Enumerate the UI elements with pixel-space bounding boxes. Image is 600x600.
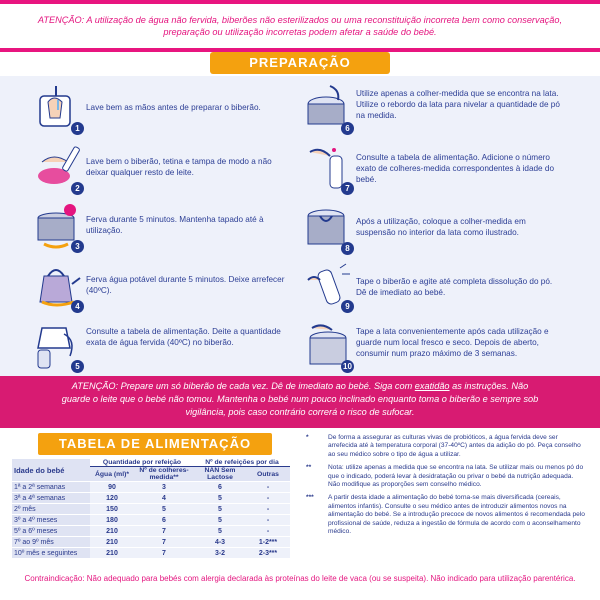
step-8	[270, 200, 562, 258]
step-3-text: Ferva durante 5 minutos. Mantenha tapado até à utilização.	[86, 215, 264, 235]
top-warning-box	[0, 0, 600, 52]
table-row: 5º a 6º meses 210 7 5 -	[12, 526, 290, 537]
step-1-number: 1	[71, 122, 84, 135]
col-nan-header: NAN Sem Lactose	[194, 467, 246, 482]
table-row: 10º mês e seguintes 210 7 3-2 2-3***	[12, 548, 290, 559]
note-3: *** A partir desta idade a alimentação do bebé torna-se mais diversificada (cereais, alimentos infantis). Consulte o seu médico antes de introduzir alimentos novos na alimentação do bebé. Se a introdução precoce de novos alimentos é recomendada pelo profissional de saúde, reduza a ingestão de fórmula de acordo com o aconselhamento médico.	[306, 494, 585, 536]
step-9	[270, 258, 562, 316]
preparation-title: PREPARAÇÃO	[210, 52, 390, 74]
table-row: 2º mês 150 5 5 -	[12, 504, 290, 515]
step-9-number: 9	[341, 300, 354, 313]
table-row: 1ª a 2ª semanas 90 3 6 -	[12, 482, 290, 493]
step-5-number: 5	[71, 360, 84, 373]
step-8-number: 8	[341, 242, 354, 255]
note-2: ** Nota: utilize apenas a medida que se encontra na lata. Se utilizar mais ou menos pó do que o indicado, poderá levar à desidratação ou privar o bebé da nutrição adequada. Não modifique as proporções sem conselho médico.	[306, 464, 584, 489]
step-3	[0, 198, 292, 256]
step-2-text: Lave bem o biberão, tetina e tampa de modo a não deixar qualquer resto de leite.	[86, 157, 272, 177]
col-spoons-header: Nº de colheres-medida**	[134, 467, 194, 482]
step-2-number: 2	[71, 182, 84, 195]
step-8-text: Após a utilização, coloque a colher-medida em suspensão no interior da lata como ilustrado.	[356, 217, 526, 237]
mid-warning-box	[0, 376, 600, 428]
step-9-text: Tape o biberão e agite até completa dissolução do pó. Dê de imediato ao bebé.	[356, 277, 553, 297]
step-7-number: 7	[341, 182, 354, 195]
step-2	[0, 140, 292, 198]
table-title: TABELA DE ALIMENTAÇÃO	[38, 433, 272, 455]
step-5	[0, 318, 292, 376]
contraindication-text: Contraindicação: Não adequado para bebés com alergia declarada às proteínas do leite de vaca (ou se suspeita). Não indicado para utilização parentérica.	[24, 574, 576, 583]
step-10	[270, 318, 562, 376]
table-row: 3º a 4º meses 180 6 5 -	[12, 515, 290, 526]
step-1-text: Lave bem as mãos antes de preparar o biberão.	[86, 103, 261, 112]
step-10-number: 10	[341, 360, 354, 373]
note-1: * De forma a assegurar as culturas vivas de probióticos, a água fervida deve ser arrefecida até à temperatura corporal (37-40ºC) antes da adição do pó. Peça conselho ao seu médico sobre o tipo de água a utilizar.	[306, 434, 581, 458]
col-others-header: Outras	[246, 467, 290, 482]
qty-group-header: Quantidade por refeição	[90, 459, 194, 467]
step-4	[0, 258, 292, 316]
step-6-number: 6	[341, 122, 354, 135]
feeding-table	[12, 459, 290, 559]
mid-warning-underlined: exatidão	[414, 381, 450, 391]
step-6-text: Utilize apenas a colher-medida que se encontra na lata. Utilize o rebordo da lata para nivelar a quantidade de pó na medida.	[356, 89, 560, 120]
step-3-number: 3	[71, 240, 84, 253]
footnotes	[306, 434, 586, 541]
col-water-header: Água (ml)*	[90, 467, 134, 482]
step-5-text: Consulte a tabela de alimentação. Deite a quantidade exata de água fervida (40ºC) no biberão.	[86, 327, 281, 347]
meals-group-header: Nº de refeições por dia	[194, 459, 290, 467]
step-4-number: 4	[71, 300, 84, 313]
mid-warning-text: ATENÇÃO: Prepare um só biberão de cada vez. Dê de imediato ao bebé. Siga com exatidão as instruções. Não guarde o leite que o bebé não tomou. Mantenha o bebé num pouco inclinado enquanto toma o biberão e sempre sob vigilância, pois caso contrário correrá o risco de sufocar.	[61, 381, 539, 417]
step-1	[0, 80, 292, 138]
step-6	[270, 80, 562, 138]
table-row: 7º ao 9º mês 210 7 4-3 1-2***	[12, 537, 290, 548]
top-pink-line	[0, 0, 600, 4]
table-row: 3ª a 4ª semanas 120 4 5 -	[12, 493, 290, 504]
step-10-text: Tape a lata convenientemente após cada utilização e guarde num local fresco e seco. Depois de aberto, consumir num prazo máximo de 3 semanas.	[356, 327, 549, 358]
step-7-text: Consulte a tabela de alimentação. Adicione o número exato de colheres-medida correspondentes à idade do bebé.	[356, 153, 554, 184]
step-4-text: Ferva água potável durante 5 minutos. Deixe arrefecer (40ºC).	[86, 275, 285, 295]
top-warning-text: ATENÇÃO: A utilização de água não fervida, biberões não esterilizados ou uma reconstituição incorreta bem como conservação, preparação ou utilização incorretas podem afetar a saúde do bebé.	[37, 15, 563, 37]
step-7	[270, 140, 562, 198]
col-age-header: Idade do bebé	[12, 459, 90, 482]
